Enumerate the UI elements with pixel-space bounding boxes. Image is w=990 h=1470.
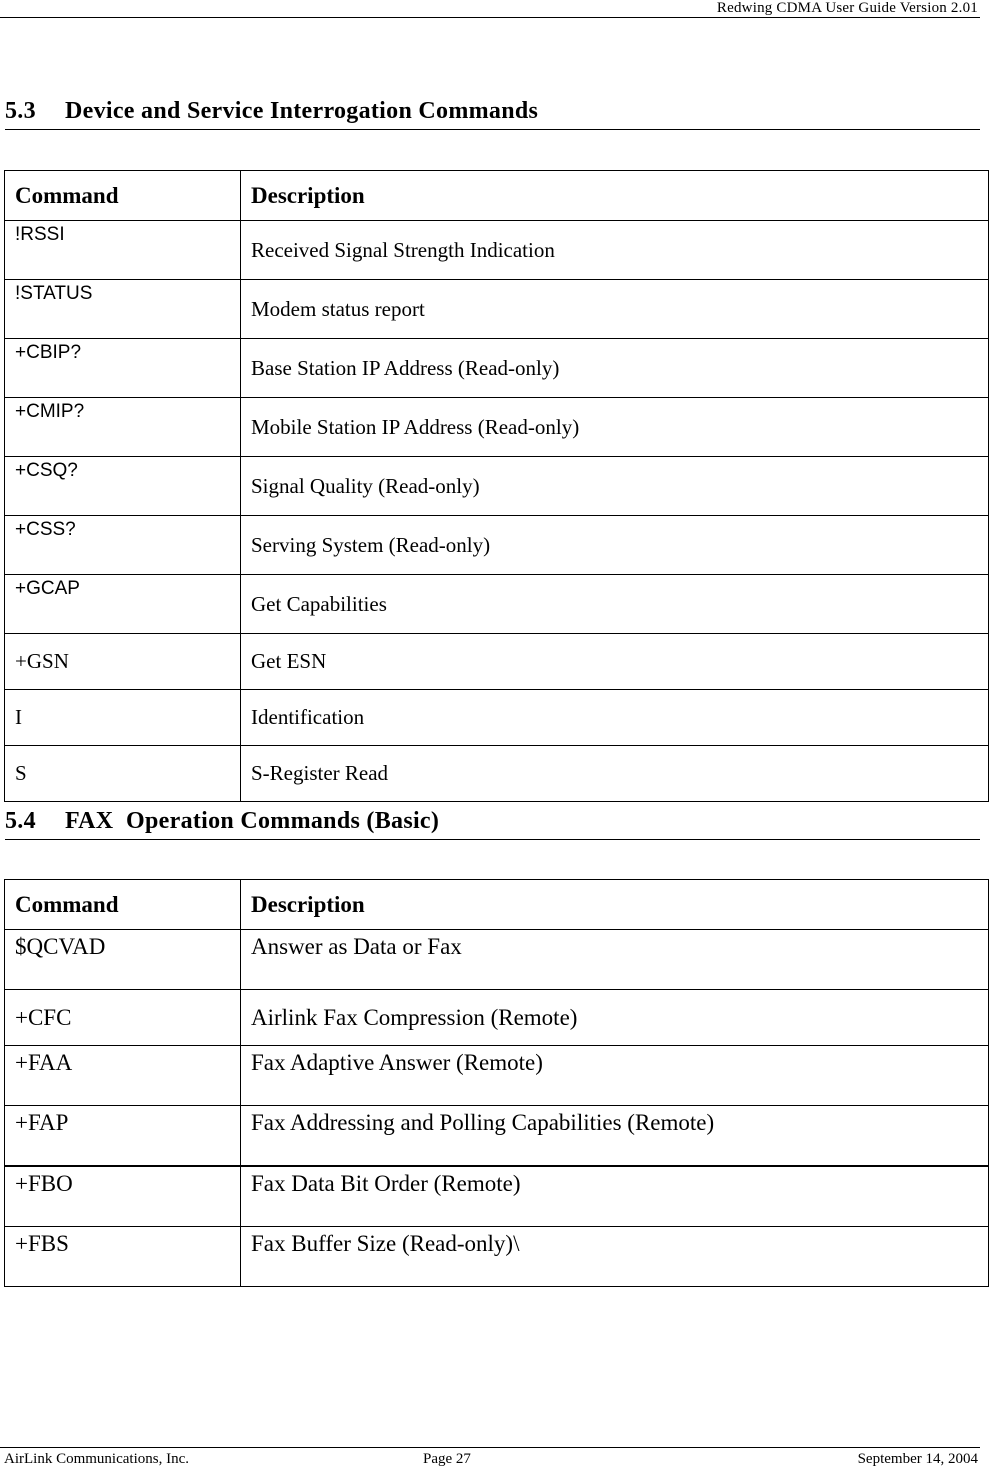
table-header-row	[5, 171, 989, 221]
table-row	[5, 990, 989, 1046]
command-cell: +GSN	[5, 634, 241, 690]
table-row	[5, 930, 989, 990]
description-cell: Fax Adaptive Answer (Remote)	[241, 1046, 989, 1106]
command-cell: S	[5, 746, 241, 802]
description-cell: Signal Quality (Read-only)	[241, 457, 989, 516]
description-cell: Modem status report	[241, 280, 989, 339]
command-cell: +CSQ?	[5, 457, 241, 516]
table-row	[5, 339, 989, 398]
command-cell: +FAA	[5, 1046, 241, 1106]
description-cell: Fax Data Bit Order (Remote)	[241, 1166, 989, 1227]
footer-rule	[0, 1447, 980, 1448]
column-header-command: Command	[5, 880, 241, 930]
description-cell: Fax Buffer Size (Read-only)\	[241, 1227, 989, 1287]
table-row	[5, 1166, 989, 1227]
running-header: Redwing CDMA User Guide Version 2.01	[716, 0, 978, 16]
command-cell: +FBO	[5, 1166, 241, 1227]
description-cell: Airlink Fax Compression (Remote)	[241, 990, 989, 1046]
command-cell: I	[5, 690, 241, 746]
footer-company: AirLink Communications, Inc.	[4, 1451, 189, 1467]
command-cell: +FBS	[5, 1227, 241, 1287]
command-cell: !RSSI	[5, 221, 241, 280]
footer-page-number: Page 27	[423, 1451, 471, 1467]
header-rule	[0, 17, 980, 18]
command-cell: +CFC	[5, 990, 241, 1046]
description-cell: Serving System (Read-only)	[241, 516, 989, 575]
description-cell: Fax Addressing and Polling Capabilities (Remote)	[241, 1106, 989, 1167]
section-title: Device and Service Interrogation Commands	[65, 98, 539, 124]
description-cell: Base Station IP Address (Read-only)	[241, 339, 989, 398]
table-row	[5, 746, 989, 802]
section-heading-5-3	[5, 98, 980, 130]
table-row	[5, 221, 989, 280]
fax-commands-table	[4, 879, 989, 1287]
command-cell: !STATUS	[5, 280, 241, 339]
table-row	[5, 575, 989, 634]
section-heading-5-4	[5, 808, 980, 840]
column-header-description: Description	[241, 171, 989, 221]
interrogation-commands-table	[4, 170, 989, 802]
table-row	[5, 690, 989, 746]
footer-date: September 14, 2004	[857, 1451, 978, 1467]
description-cell: S-Register Read	[241, 746, 989, 802]
section-number: 5.4	[5, 808, 36, 834]
command-cell: +GCAP	[5, 575, 241, 634]
description-cell: Mobile Station IP Address (Read-only)	[241, 398, 989, 457]
table-row	[5, 398, 989, 457]
description-cell: Received Signal Strength Indication	[241, 221, 989, 280]
section-number: 5.3	[5, 98, 36, 124]
command-cell: +FAP	[5, 1106, 241, 1167]
command-cell: +CMIP?	[5, 398, 241, 457]
table-row	[5, 280, 989, 339]
description-cell: Get Capabilities	[241, 575, 989, 634]
section-title: FAX Operation Commands (Basic)	[65, 808, 440, 834]
description-cell: Get ESN	[241, 634, 989, 690]
description-cell: Answer as Data or Fax	[241, 930, 989, 990]
table-row	[5, 457, 989, 516]
description-cell: Identification	[241, 690, 989, 746]
column-header-description: Description	[241, 880, 989, 930]
table-row	[5, 1227, 989, 1287]
command-cell: $QCVAD	[5, 930, 241, 990]
command-cell: +CBIP?	[5, 339, 241, 398]
table-header-row	[5, 880, 989, 930]
table-row	[5, 634, 989, 690]
command-cell: +CSS?	[5, 516, 241, 575]
column-header-command: Command	[5, 171, 241, 221]
table-row	[5, 1106, 989, 1167]
table-row	[5, 516, 989, 575]
table-row	[5, 1046, 989, 1106]
